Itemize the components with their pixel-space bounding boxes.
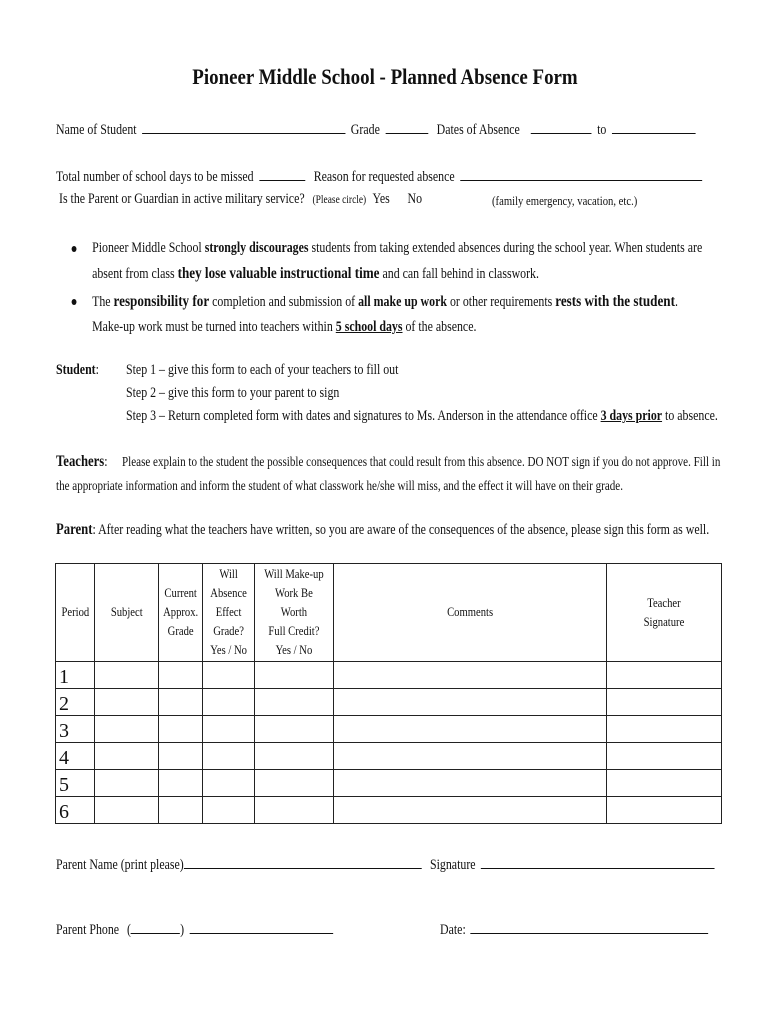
student-heading: Student:: [56, 362, 99, 378]
signature-cell[interactable]: [607, 743, 722, 770]
date-line: [440, 921, 711, 939]
military-label: Is the Parent or Guardian in active military service?: [59, 191, 305, 207]
parent-name-line: [56, 856, 424, 874]
header-period: Period: [56, 564, 95, 662]
parent-phone-line: Parent Phone ( ): [56, 921, 336, 939]
credit-cell[interactable]: [254, 770, 333, 797]
absence-info-line: [56, 168, 704, 186]
effect-cell[interactable]: [202, 770, 254, 797]
period-number: 5: [56, 770, 95, 797]
period-number: 3: [56, 716, 95, 743]
to-label: to: [597, 122, 607, 138]
signature-field[interactable]: [480, 856, 714, 869]
teachers-label: Teachers: [56, 453, 105, 470]
teachers-instructions: Teachers: Please explain to the student the possible consequences that could result from this absence. DO NOT sign if you do not approve. Fill in: [56, 453, 721, 470]
parent-instructions: Parent: After reading what the teachers have written, so you are aware of the consequences of the absence, please sign this form as well.: [56, 521, 710, 538]
period-number: 4: [56, 743, 95, 770]
credit-cell[interactable]: [254, 743, 333, 770]
credit-cell[interactable]: [254, 716, 333, 743]
date-label: Date:: [440, 922, 466, 938]
subject-cell[interactable]: [94, 689, 158, 716]
area-code-field[interactable]: [131, 921, 180, 934]
effect-cell[interactable]: [202, 716, 254, 743]
grade-cell[interactable]: [158, 770, 202, 797]
grade-cell[interactable]: [158, 662, 202, 689]
teacher-response-table: [55, 563, 722, 824]
credit-cell[interactable]: [254, 797, 333, 824]
comments-cell[interactable]: [333, 716, 606, 743]
comments-cell[interactable]: [333, 689, 606, 716]
grade-cell[interactable]: [158, 797, 202, 824]
subject-cell[interactable]: [94, 662, 158, 689]
signature-cell[interactable]: [607, 797, 722, 824]
phone-label: Parent Phone: [56, 922, 120, 938]
header-current-grade: Current Approx. Grade: [158, 564, 202, 662]
days-missed-field[interactable]: [259, 168, 305, 181]
policy-bullets: [56, 236, 704, 342]
grade-cell[interactable]: [158, 743, 202, 770]
date-to-field[interactable]: [612, 121, 696, 134]
effect-cell[interactable]: [202, 743, 254, 770]
reason-examples: (family emergency, vacation, etc.): [492, 193, 638, 208]
period-number: 6: [56, 797, 95, 824]
bullet-responsibility: The responsibility for completion and submission of all make up work or other requirements rests with the student. Make-up work must be turned into teachers within 5 school days of the absence.: [56, 289, 704, 340]
comments-cell[interactable]: [333, 770, 606, 797]
header-comments: Comments: [333, 564, 606, 662]
please-circle-note: (Please circle): [312, 194, 367, 206]
header-full-credit: Will Make-up Work Be Worth Full Credit? Yes / No: [254, 564, 333, 662]
period-number: 2: [56, 689, 95, 716]
reason-label: Reason for requested absence: [313, 169, 455, 185]
subject-cell[interactable]: [94, 716, 158, 743]
grade-label: Grade: [350, 122, 380, 138]
grade-cell[interactable]: [158, 716, 202, 743]
comments-cell[interactable]: [333, 662, 606, 689]
credit-cell[interactable]: [254, 662, 333, 689]
signature-line: [430, 856, 717, 874]
military-yes-option[interactable]: Yes: [372, 191, 390, 207]
military-line: [59, 191, 422, 208]
signature-label: Signature: [430, 857, 476, 873]
signature-cell[interactable]: [607, 770, 722, 797]
grade-cell[interactable]: [158, 689, 202, 716]
table-row: [56, 716, 722, 743]
effect-cell[interactable]: [202, 689, 254, 716]
table-row: [56, 689, 722, 716]
bullet-discourage: Pioneer Middle School strongly discourages students from taking extended absences during the school year. When students are absent from class they lose valuable instructional time and can fall behind in classwork.: [56, 236, 704, 287]
subject-cell[interactable]: [94, 797, 158, 824]
military-no-option[interactable]: No: [407, 191, 423, 207]
table-row: [56, 743, 722, 770]
name-field[interactable]: [142, 121, 345, 134]
parent-name-field[interactable]: [184, 856, 422, 869]
table-header-row: [56, 564, 722, 662]
table-row: [56, 662, 722, 689]
teachers-instructions-cont: the appropriate information and inform the student of what classwork he/she will miss, and the effect it will have on their grade.: [56, 478, 623, 493]
period-number: 1: [56, 662, 95, 689]
step-2: Step 2 – give this form to your parent to sign: [126, 385, 340, 401]
signature-cell[interactable]: [607, 716, 722, 743]
table-row: [56, 797, 722, 824]
phone-number-field[interactable]: [190, 921, 333, 934]
reason-field[interactable]: [460, 168, 702, 181]
header-effect-grade: Will Absence Effect Grade? Yes / No: [202, 564, 254, 662]
bullet-icon: [72, 246, 77, 252]
student-info-line: [56, 121, 698, 139]
table-row: [56, 770, 722, 797]
dates-label: Dates of Absence: [436, 122, 520, 138]
subject-cell[interactable]: [94, 743, 158, 770]
signature-cell[interactable]: [607, 689, 722, 716]
header-subject: Subject: [94, 564, 158, 662]
comments-cell[interactable]: [333, 797, 606, 824]
name-label: Name of Student: [56, 122, 137, 138]
subject-cell[interactable]: [94, 770, 158, 797]
date-field[interactable]: [471, 921, 709, 934]
effect-cell[interactable]: [202, 797, 254, 824]
step-1: Step 1 – give this form to each of your teachers to fill out: [126, 362, 399, 378]
days-missed-label: Total number of school days to be missed: [56, 169, 254, 185]
parent-label: Parent: [56, 521, 93, 538]
student-label: Student: [56, 362, 96, 378]
form-title: Pioneer Middle School - Planned Absence Form: [192, 64, 578, 89]
credit-cell[interactable]: [254, 689, 333, 716]
comments-cell[interactable]: [333, 743, 606, 770]
effect-cell[interactable]: [202, 662, 254, 689]
parent-name-label: Parent Name (print please): [56, 857, 184, 873]
header-teacher-signature: Teacher Signature: [607, 564, 722, 662]
signature-cell[interactable]: [607, 662, 722, 689]
bullet-icon: [72, 299, 77, 305]
step-3: Step 3 – Return completed form with dates and signatures to Ms. Anderson in the attendance office 3 days prior to absence.: [126, 408, 718, 424]
grade-field[interactable]: [385, 121, 428, 134]
date-from-field[interactable]: [531, 121, 592, 134]
